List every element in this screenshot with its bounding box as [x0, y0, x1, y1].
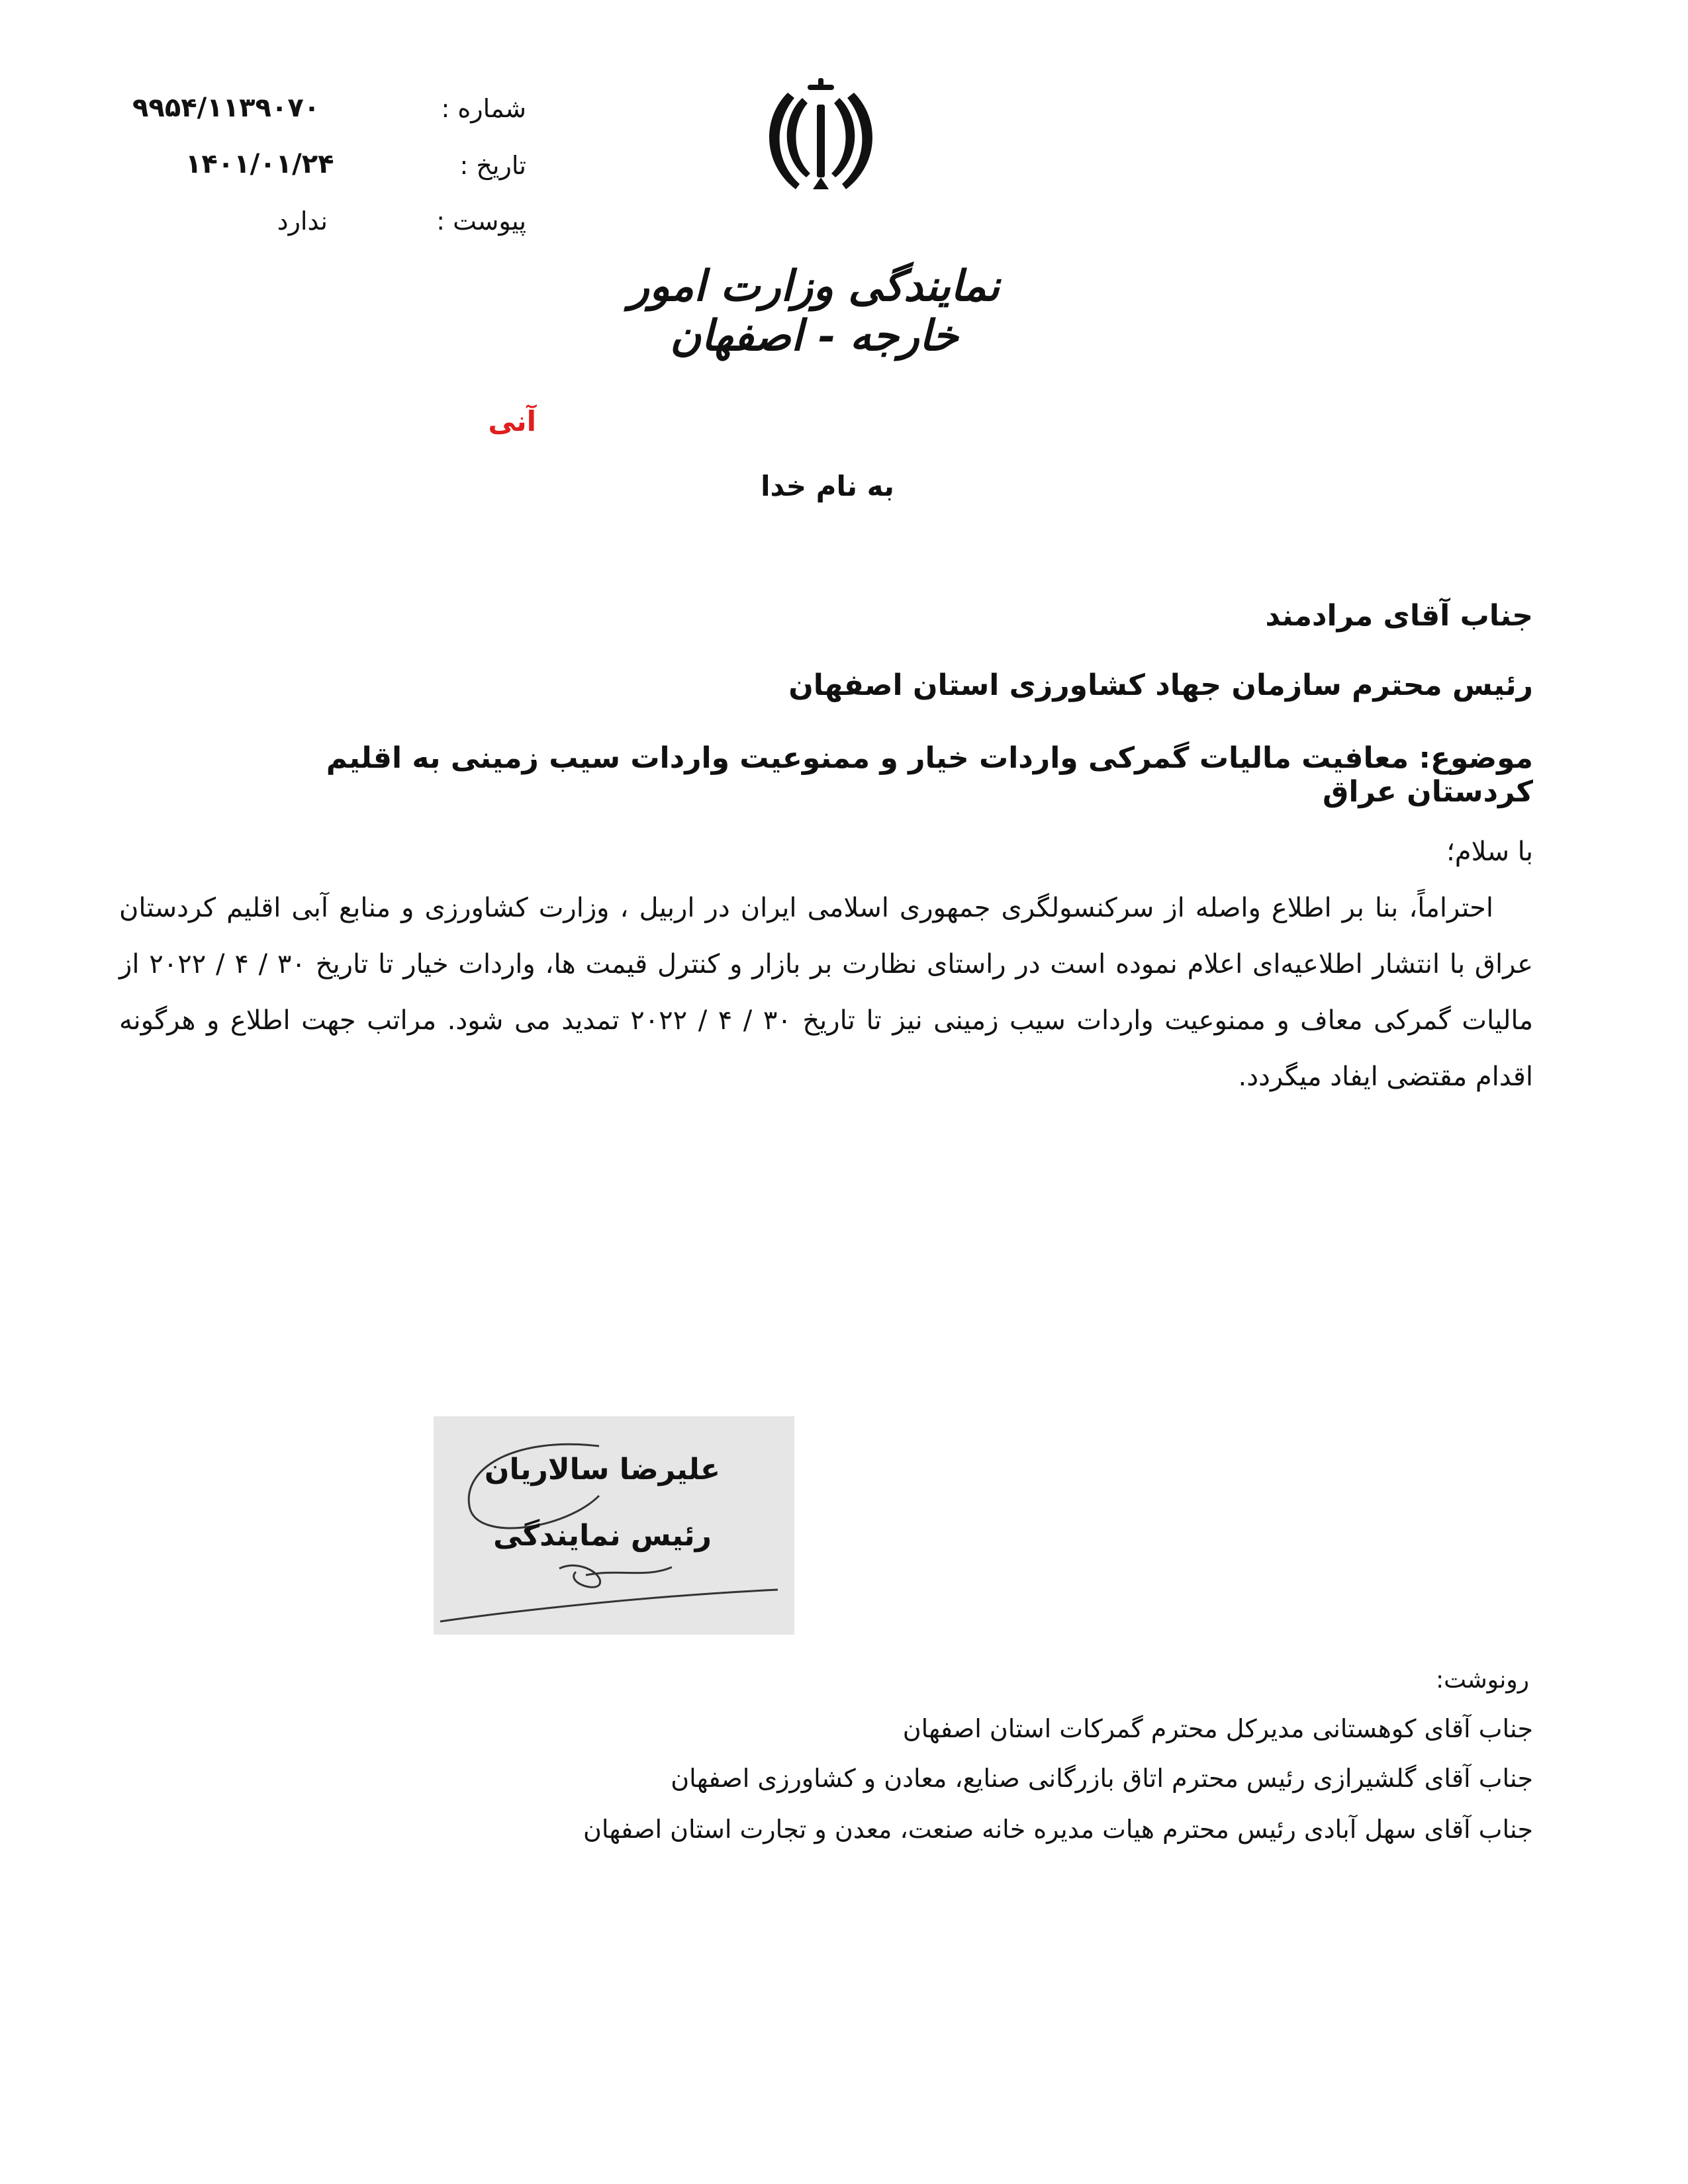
greeting: با سلام؛ [1446, 837, 1533, 867]
number-label: شماره : [441, 94, 526, 123]
recipient-title: رئیس محترم سازمان جهاد کشاورزی استان اصفهان [788, 668, 1533, 702]
urgency-badge: آنی [488, 405, 536, 437]
signatory-title: رئیس نمایندگی [493, 1519, 712, 1553]
iran-emblem-icon [761, 78, 880, 194]
letter-body [119, 824, 1533, 1105]
body-paragraph: احتراماً، بنا بر اطلاع واصله از سرکنسولگری جمهوری اسلامی ایران در اربیل ، وزارت کشاورزی و منابع آبی اقلیم کردستان عراق با انتشار اطلاعیه‌ای اعلام نموده است در راستای نظارت بر بازار و کنترل قیمت ها، واردات خیار تا تاریخ ۳۰ / ۴ / ۲۰۲۲ از مالیات گمرکی معاف و ممنوعیت واردات سیب زمینی نیز تا تاریخ ۳۰ / ۴ / ۲۰۲۲ تمدید می شود. مراتب جهت اطلاع و هرگونه اقدام مقتضی ایفاد میگردد. [119, 893, 1534, 1092]
number-value: ۹۹۵۴/۱۱۳۹۰۷۰ [132, 93, 320, 123]
date-value: ۱۴۰۱/۰۱/۲۴ [185, 149, 334, 179]
signatory-name: علیرضا سالاریان [484, 1453, 721, 1486]
recipient-name: جناب آقای مرادمند [1265, 599, 1533, 633]
cc-line: جناب آقای گلشیرازی رئیس محترم اتاق بازرگانی صنایع، معادن و کشاورزی اصفهان [671, 1764, 1533, 1793]
subject-line: موضوع: معافیت مالیات گمرکی واردات خیار و ممنوعیت واردات سیب زمینی به اقلیم کردستان عراق [326, 741, 1533, 809]
basmala-heading: به نام خدا [761, 470, 894, 502]
ministry-title: نمایندگی وزارت امور خارجه - اصفهان [628, 261, 1000, 361]
cc-line: جناب آقای سهل آبادی رئیس محترم هیات مدیره خانه صنعت، معدن و تجارت استان اصفهان [583, 1815, 1533, 1844]
cc-title: رونوشت: [1435, 1666, 1529, 1694]
attachment-value: ندارد [277, 206, 328, 236]
date-label: تاریخ : [459, 151, 526, 180]
cc-line: جناب آقای کوهستانی مدیرکل محترم گمرکات استان اصفهان [902, 1714, 1533, 1743]
attachment-label: پیوست : [436, 206, 526, 236]
